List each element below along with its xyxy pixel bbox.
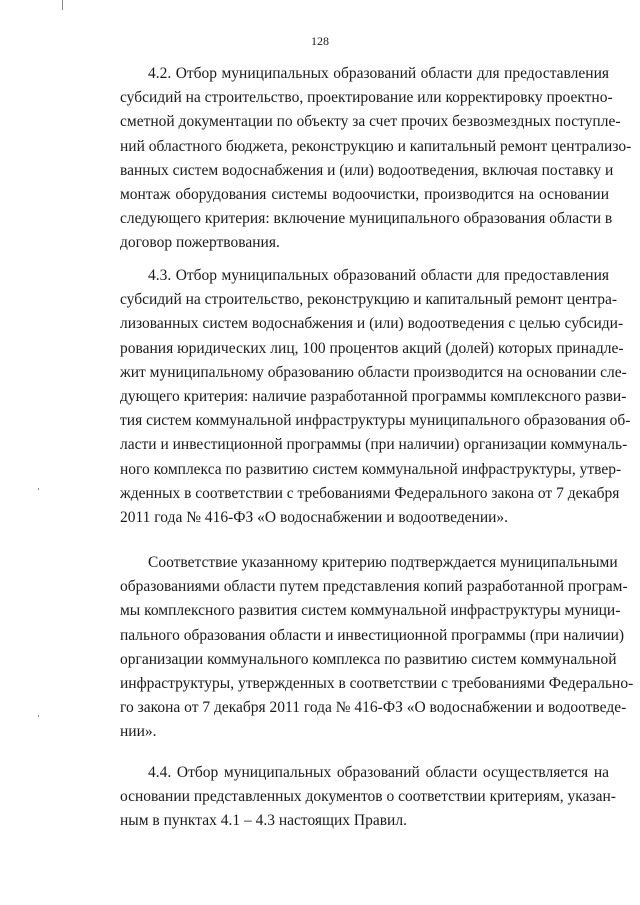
text-line: ласти и инвестиционной программы (при наличии) организации коммуналь- bbox=[120, 436, 628, 454]
text-line: 4.2. Отбор муниципальных образований области для предоставления bbox=[148, 65, 609, 82]
scan-mark bbox=[38, 715, 39, 717]
text-line: нии». bbox=[120, 723, 157, 741]
text-line: Соответствие указанному критерию подтверждается муниципальными bbox=[148, 554, 618, 571]
text-line: дующего критерия: наличие разработанной программы комплексного разви- bbox=[120, 387, 627, 405]
paragraph-4-2 bbox=[120, 62, 632, 256]
text-line: жденных в соответствии с требованиями Федерального закона от 7 декабря bbox=[120, 484, 620, 502]
text-line: следующего критерия: включение муниципального образования области в bbox=[120, 210, 613, 228]
text-line: лизованных систем водоснабжения и (или) водоотведения с целью субсиди- bbox=[120, 315, 624, 333]
scan-mark bbox=[38, 488, 39, 490]
text-line: инфраструктуры, утвержденных в соответствии с требованиями Федерально- bbox=[120, 674, 634, 692]
text-line: 4.4. Отбор муниципальных образований области осуществляется на bbox=[148, 764, 609, 781]
text-line: договор пожертвования. bbox=[120, 234, 280, 252]
paragraph-4-4 bbox=[120, 761, 616, 834]
text-line: ний областного бюджета, реконструкцию и капитальный ремонт централизо- bbox=[120, 137, 632, 155]
paragraph-4-3-confirmation bbox=[120, 551, 634, 745]
text-line: жит муниципальному образованию области производится на основании сле- bbox=[120, 363, 627, 381]
text-line: ного комплекса по развитию систем коммунальной инфраструктуры, утвер- bbox=[120, 460, 622, 478]
text-line: субсидий на строительство, проектирование или корректировку проектно- bbox=[120, 89, 613, 107]
text-line: мы комплексного развития систем коммунальной инфраструктуры муници- bbox=[120, 602, 621, 620]
text-line: основании представленных документов о соответствии критериям, указан- bbox=[120, 788, 616, 806]
text-line: организации коммунального комплекса по развитию систем коммунальной bbox=[120, 650, 617, 668]
page-number: 128 bbox=[311, 34, 329, 48]
text-line: сметной документации по объекту за счет прочих безвозмездных поступле- bbox=[120, 113, 621, 131]
scan-mark bbox=[62, 0, 63, 10]
text-line: 4.3. Отбор муниципальных образований области для предоставления bbox=[148, 267, 609, 284]
paragraph-4-3 bbox=[120, 264, 631, 530]
text-line: пального образования области и инвестиционной программы (при наличии) bbox=[120, 626, 625, 644]
text-line: тия систем коммунальной инфраструктуры муниципального образования об- bbox=[120, 412, 631, 430]
text-line: 2011 года № 416-ФЗ «О водоснабжении и водоотведении». bbox=[120, 508, 509, 526]
text-line: субсидий на строительство, реконструкцию и капитальный ремонт центра- bbox=[120, 291, 618, 309]
text-line: го закона от 7 декабря 2011 года № 416-ФЗ «О водоснабжении и водоотведе- bbox=[120, 699, 627, 717]
text-line: ным в пунктах 4.1 – 4.3 настоящих Правил. bbox=[120, 812, 407, 830]
text-line: монтаж оборудования системы водоочистки, производится на основании bbox=[120, 185, 609, 203]
text-line: ванных систем водоснабжения и (или) водоотведения, включая поставку и bbox=[120, 161, 614, 179]
text-line: образованиями области путем представления копий разработанной програм- bbox=[120, 578, 628, 596]
text-line: рования юридических лиц, 100 процентов акций (долей) которых принадле- bbox=[120, 339, 624, 357]
